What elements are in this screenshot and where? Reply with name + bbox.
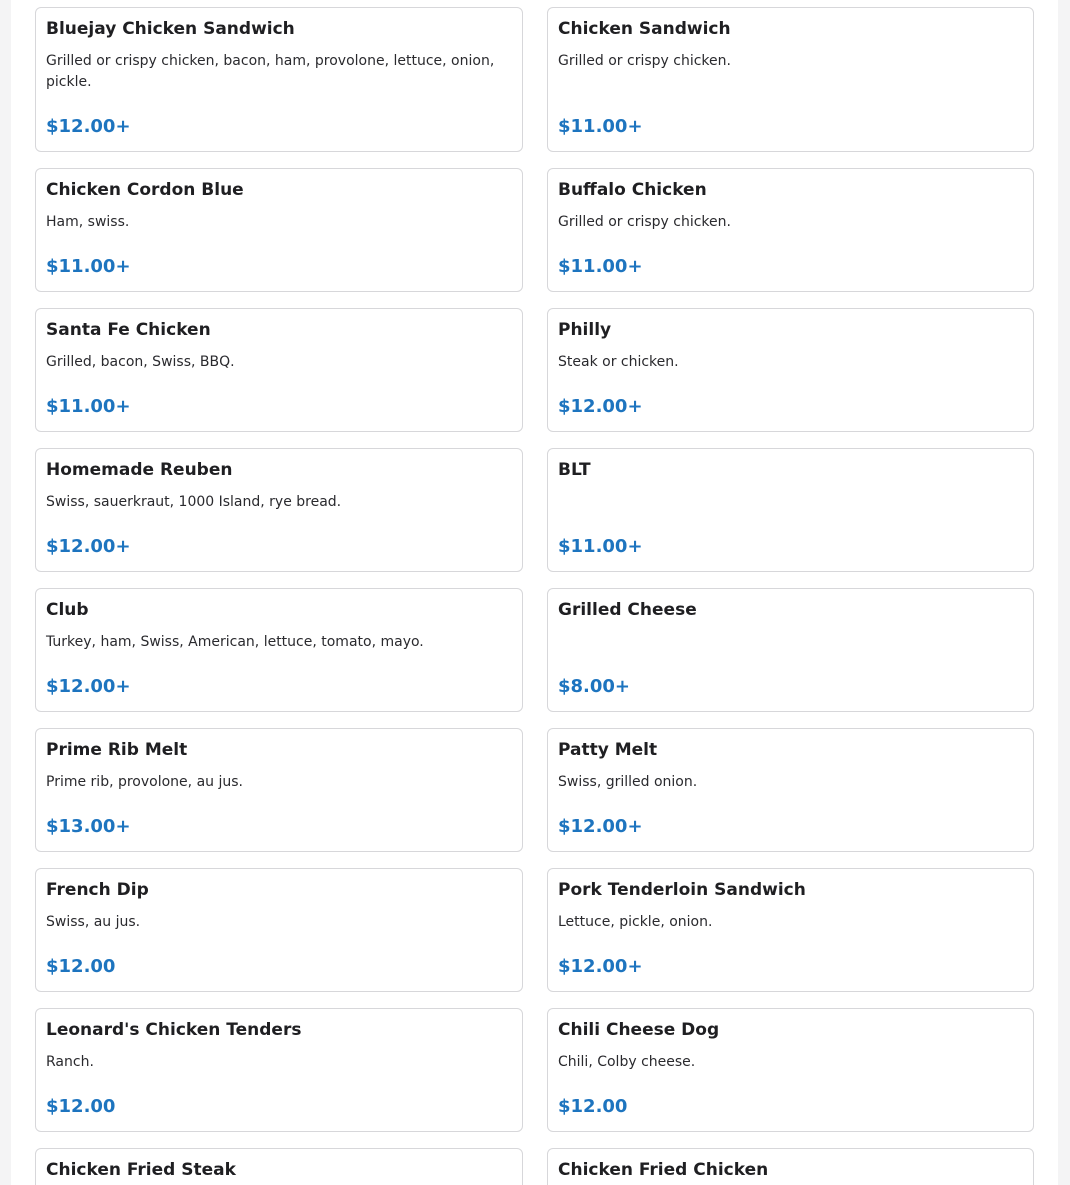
item-name: Club [46, 600, 89, 620]
menu-item-card[interactable] [547, 448, 1034, 572]
item-price: $11.00+ [46, 256, 131, 277]
item-description: Swiss, sauerkraut, 1000 Island, rye bread. [46, 494, 342, 510]
item-price: $11.00+ [558, 536, 643, 557]
item-name: Bluejay Chicken Sandwich [46, 19, 295, 39]
menu-item-card[interactable] [547, 1008, 1034, 1132]
item-description: Grilled or crispy chicken, bacon, ham, provolone, lettuce, onion, pickle. [46, 53, 495, 90]
menu-item-card[interactable] [35, 448, 523, 572]
item-description: Grilled, bacon, Swiss, BBQ. [46, 354, 235, 370]
menu-item-card[interactable] [547, 168, 1034, 292]
item-description: Grilled or crispy chicken. [558, 53, 731, 69]
item-description: Swiss, au jus. [46, 914, 141, 930]
menu-item-card[interactable] [547, 588, 1034, 712]
item-price: $11.00+ [558, 256, 643, 277]
item-description: Swiss, grilled onion. [558, 774, 698, 790]
item-price: $8.00+ [558, 676, 631, 697]
item-description: Steak or chicken. [558, 354, 679, 370]
menu-item-card[interactable] [547, 728, 1034, 852]
item-name: Homemade Reuben [46, 460, 233, 480]
item-description [558, 492, 1023, 513]
item-name: Buffalo Chicken [558, 180, 707, 200]
item-price: $12.00+ [558, 956, 643, 977]
menu-item-card[interactable] [35, 308, 523, 432]
item-name: Grilled Cheese [558, 600, 697, 620]
item-name: Pork Tenderloin Sandwich [558, 880, 806, 900]
item-description: Grilled or crispy chicken. [558, 214, 731, 230]
item-price: $12.00 [46, 1096, 116, 1117]
menu-item-card[interactable] [547, 1148, 1034, 1185]
item-description: Lettuce, pickle, onion. [558, 914, 713, 930]
menu-item-card[interactable] [35, 1008, 523, 1132]
menu-item-card[interactable] [35, 868, 523, 992]
menu-item-card[interactable] [35, 588, 523, 712]
menu-item-card[interactable] [35, 168, 523, 292]
item-name: Chili Cheese Dog [558, 1020, 720, 1040]
item-name: Chicken Sandwich [558, 19, 731, 39]
item-name: Chicken Fried Chicken [558, 1160, 769, 1180]
item-price: $13.00+ [46, 816, 131, 837]
item-name: Philly [558, 320, 612, 340]
item-name: Leonard's Chicken Tenders [46, 1020, 302, 1040]
menu-item-card[interactable] [547, 7, 1034, 152]
item-name: Prime Rib Melt [46, 740, 188, 760]
item-price: $12.00+ [46, 676, 131, 697]
item-price: $12.00 [46, 956, 116, 977]
item-price: $11.00+ [558, 116, 643, 137]
item-name: Chicken Cordon Blue [46, 180, 244, 200]
item-name: Santa Fe Chicken [46, 320, 211, 340]
item-price: $12.00+ [46, 536, 131, 557]
item-price: $12.00+ [46, 116, 131, 137]
item-description: Chili, Colby cheese. [558, 1054, 696, 1070]
item-description: Ham, swiss. [46, 214, 130, 230]
menu-item-card[interactable] [35, 728, 523, 852]
item-price: $12.00+ [558, 396, 643, 417]
item-price: $12.00+ [558, 816, 643, 837]
menu-grid [35, 7, 1034, 1185]
item-name: French Dip [46, 880, 149, 900]
item-name: Patty Melt [558, 740, 658, 760]
menu-page [11, 0, 1058, 1185]
item-description [558, 632, 1023, 653]
menu-item-card[interactable] [547, 868, 1034, 992]
menu-item-card[interactable] [35, 1148, 523, 1185]
item-description: Prime rib, provolone, au jus. [46, 774, 243, 790]
menu-item-card[interactable] [547, 308, 1034, 432]
item-description: Ranch. [46, 1054, 94, 1070]
item-description: Turkey, ham, Swiss, American, lettuce, tomato, mayo. [46, 634, 424, 650]
item-price: $11.00+ [46, 396, 131, 417]
item-name: BLT [558, 460, 591, 480]
item-price: $12.00 [558, 1096, 628, 1117]
item-name: Chicken Fried Steak [46, 1160, 236, 1180]
menu-item-card[interactable] [35, 7, 523, 152]
